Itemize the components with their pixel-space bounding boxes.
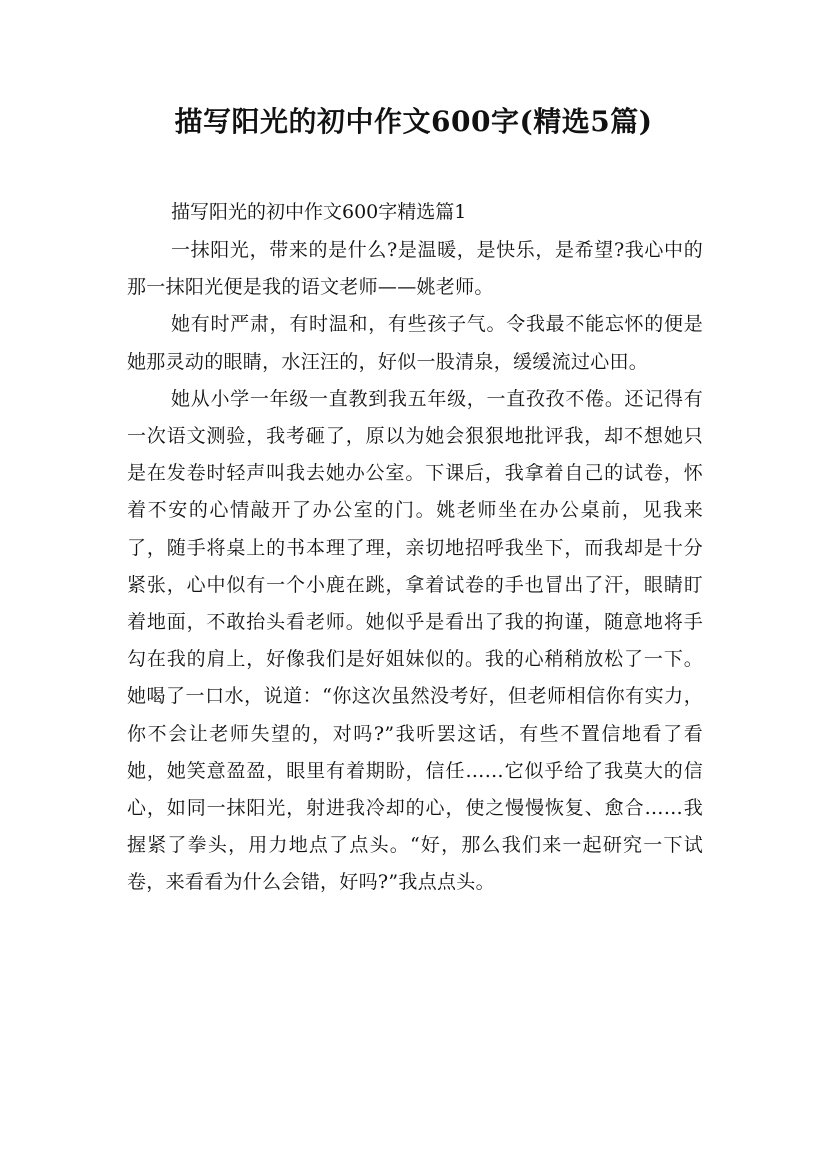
document-title: 描写阳光的初中作文600字(精选5篇) — [174, 105, 653, 138]
document-body — [127, 192, 703, 902]
paragraph-1: 一抹阳光，带来的是什么?是温暖，是快乐，是希望?我心中的那一抹阳光便是我的语文老师——姚老师。 — [127, 239, 703, 299]
paragraph-2: 她有时严肃，有时温和，有些孩子气。令我最不能忘怀的便是她那灵动的眼睛，水汪汪的，好似一股清泉，缓缓流过心田。 — [127, 313, 703, 373]
paragraph-3: 她从小学一年级一直教到我五年级，一直孜孜不倦。还记得有一次语文测验，我考砸了，原以为她会狠狠地批评我，却不想她只是在发卷时轻声叫我去她办公室。下课后，我拿着自己的试卷，怀着不安的心情敲开了办公室的门。姚老师坐在办公桌前，见我来了，随手将桌上的书本理了理，亲切地招呼我坐下，而我却是十分紧张，心中似有一个小鹿在跳，拿着试卷的手也冒出了汗，眼睛盯着地面，不敢抬头看老师。她似乎是看出了我的拘谨，随意地将手勾在我的肩上，好像我们是好姐妹似的。我的心稍稍放松了一下。她喝了一口水，说道：“你这次虽然没考好，但老师相信你有实力，你不会让老师失望的，对吗?”我听罢这话，有些不置信地看了看她，她笑意盈盈，眼里有着期盼，信任……它似乎给了我莫大的信心，如同一抹阳光，射进我冷却的心，使之慢慢恢复、愈合……我握紧了拳头，用力地点了点头。“好，那么我们来一起研究一下试卷，来看看为什么会错，好吗?”我点点头。 — [127, 387, 703, 894]
section-heading: 描写阳光的初中作文600字精选篇1 — [171, 201, 467, 223]
